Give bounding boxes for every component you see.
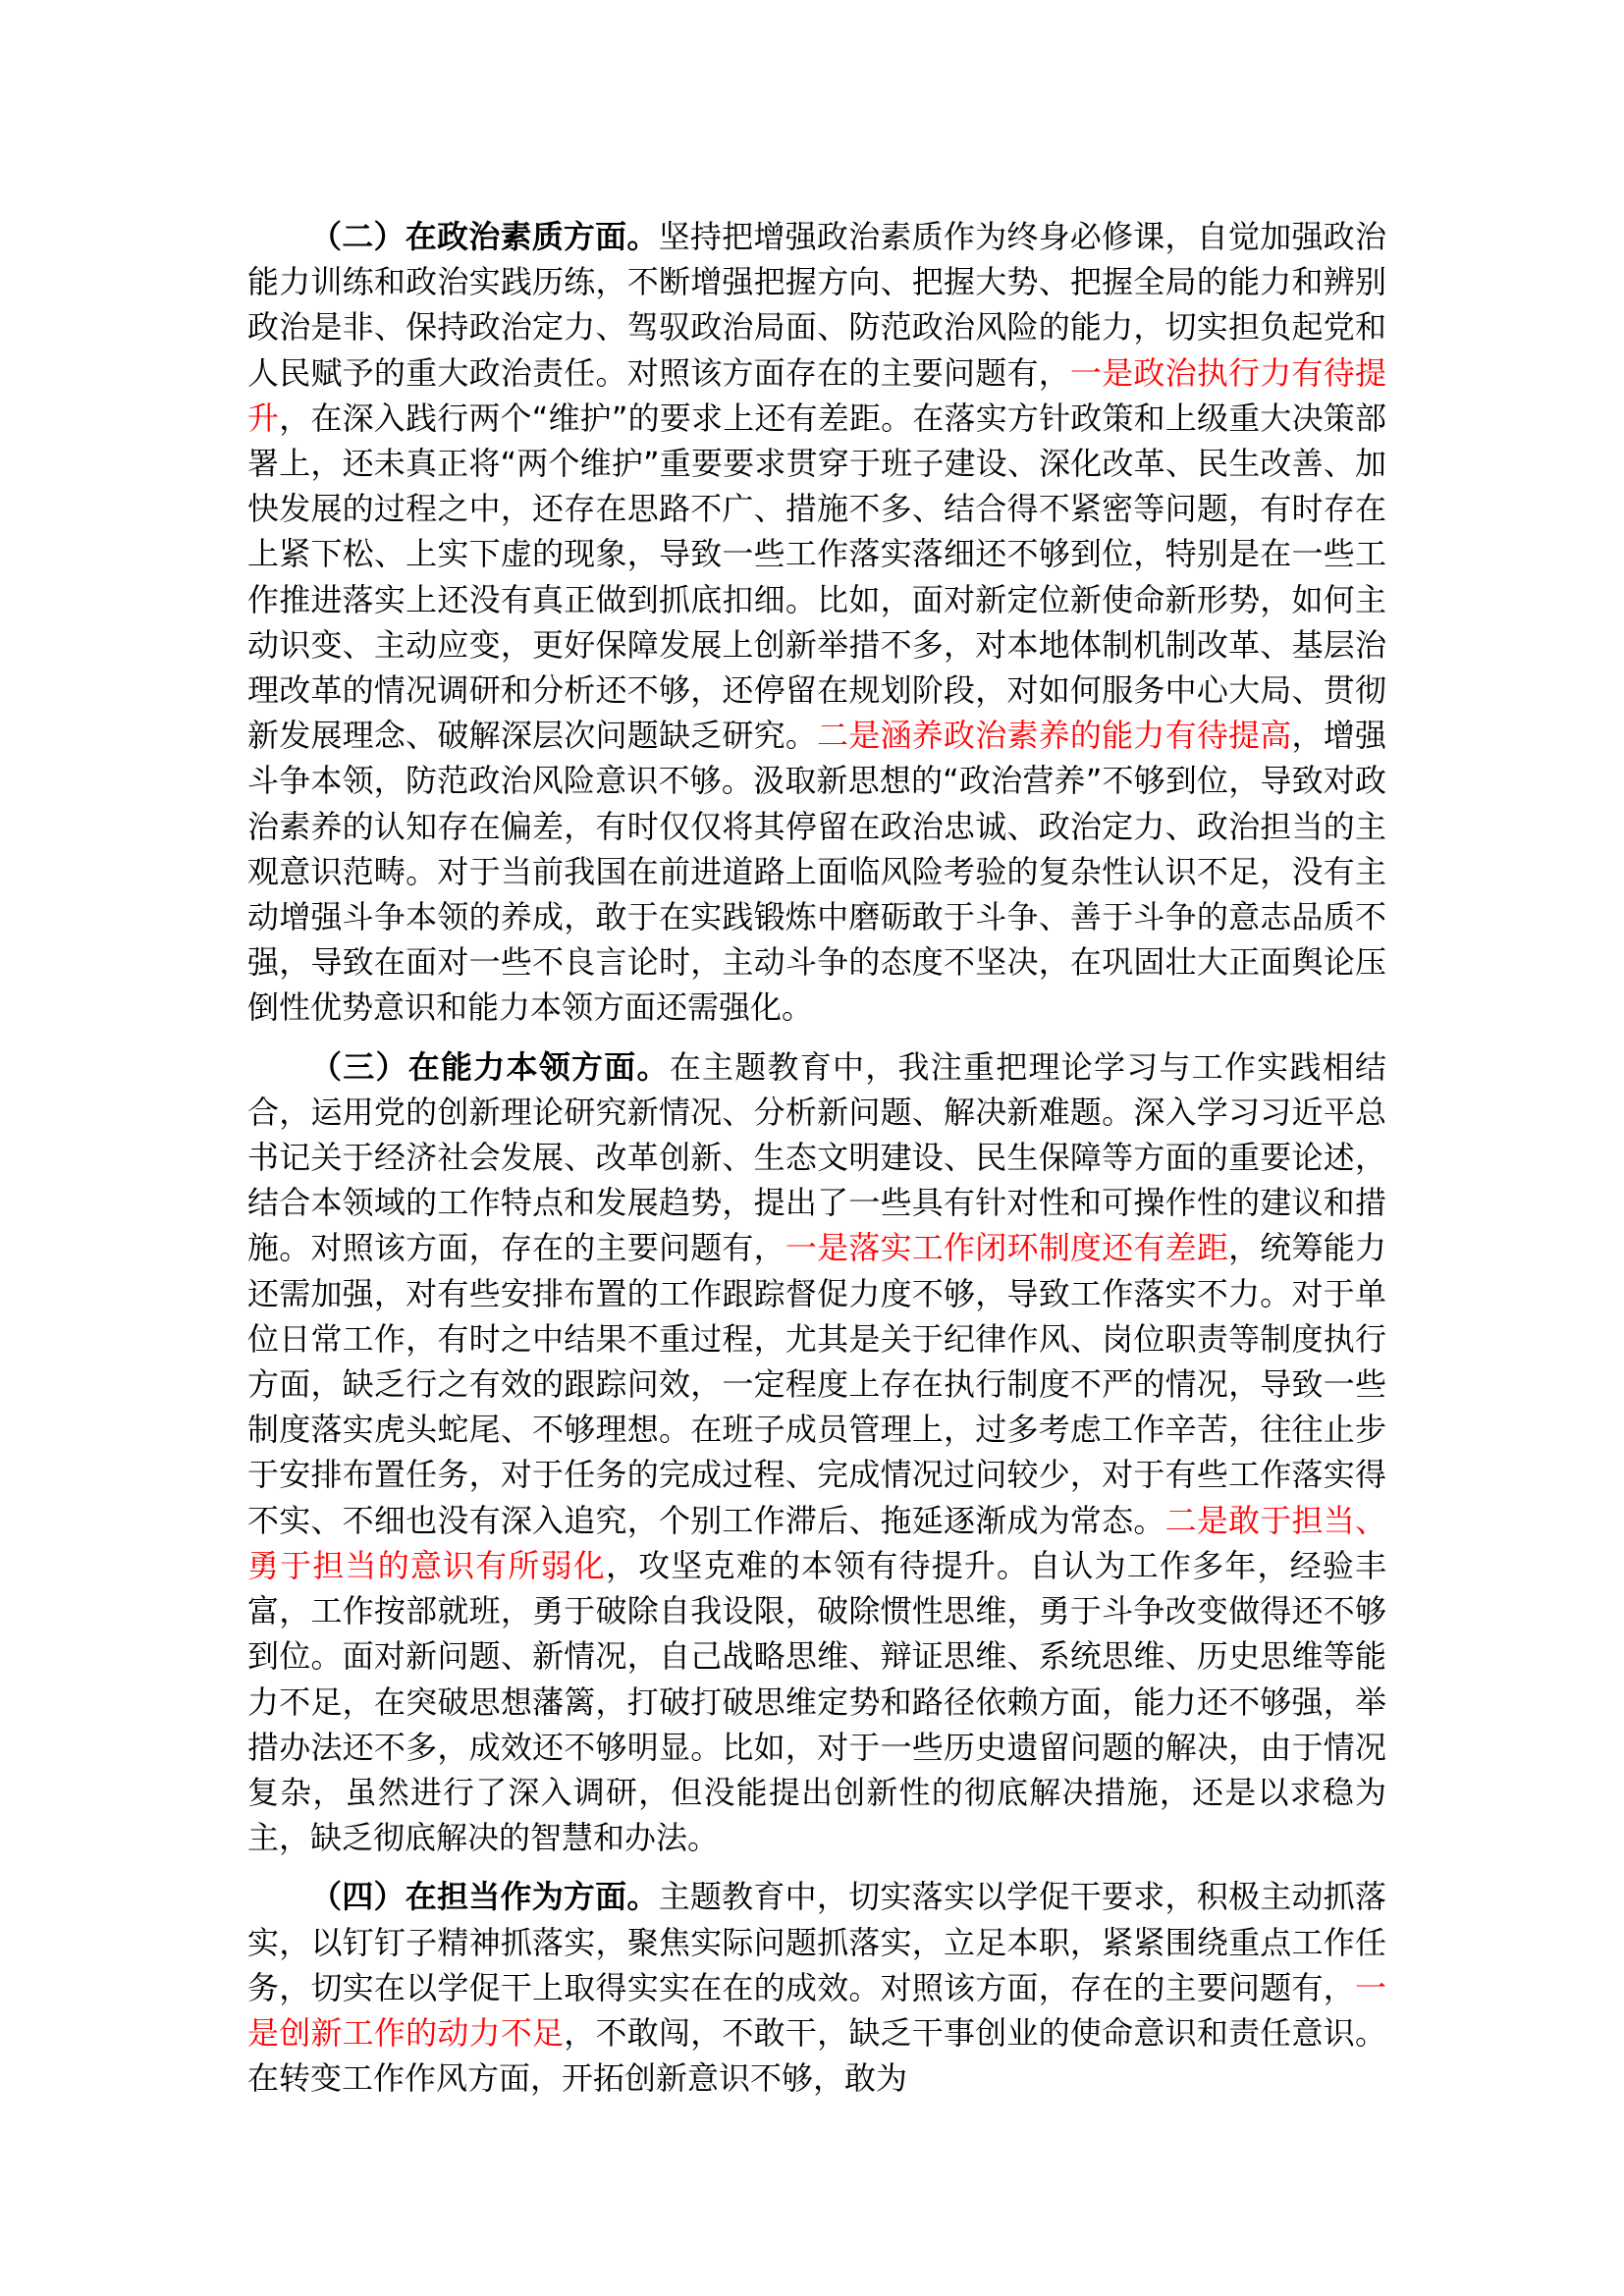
body-text: ，在深入践行两个“维护”的要求上还有差距。在落实方针政策和上级重大决策部署上，还未真正将“两个维护”重要要求贯穿于班子建设、深化改革、民生改善、加快发展的过程之中，还存在思路不广、措施不多、结合得不紧密等问题，有时存在上紧下松、上实下虚的现象，导致一些工作落实落细还不够到位，特别是在一些工作推进落实上还没有真正做到抓底扣细。比如，面对新定位新使命新形势，如何主动识变、主动应变，更好保障发展上创新举措不多，对本地体制机制改革、基层治理改革的情况调研和分析还不够，还停留在规划阶段，对如何服务中心大局、贯彻新发展理念、破解深层次问题缺乏研究。 xyxy=(247,399,1386,755)
body-text: ，统筹能力还需加强，对有些安排布置的工作跟踪督促力度不够，导致工作落实不力。对于单位日常工作，有时之中结果不重过程，尤其是关于纪律作风、岗位职责等制度执行方面，缺乏行之有效的跟踪问效，一定程度上存在执行制度不严的情况，导致一些制度落实虎头蛇尾、不够理想。在班子成员管理上，过多考虑工作辛苦，往往止步于安排布置任务，对于任务的完成过程、完成情况过问较少，对于有些工作落实得不实、不细也没有深入追究，个别工作滞后、拖延逐渐成为常态。 xyxy=(247,1229,1386,1539)
body-text: ，增强斗争本领，防范政治风险意识不够。汲取新思想的“政治营养”不够到位，导致对政治素养的认知存在偏差，有时仅仅将其停留在政治忠诚、政治定力、政治担当的主观意识范畴。对于当前我国在前进道路上面临风险考验的复杂性认识不足，没有主动增强斗争本领的养成，敢于在实践锻炼中磨砺敢于斗争、善于斗争的意志品质不强，导致在面对一些不良言论时，主动斗争的态度不坚决，在巩固壮大正面舆论压倒性优势意识和能力本领方面还需强化。 xyxy=(247,717,1386,1027)
highlighted-problem: 一是政治执行力有待提升 xyxy=(247,353,1386,437)
body-text: 坚持把增强政治素质作为终身必修课，自觉加强政治能力训练和政治实践历练，不断增强把握方向、把握大势、把握全局的能力和辨别政治是非、保持政治定力、驾驭政治局面、防范政治风险的能力，切实担负起党和人民赋予的重大政治责任。对照该方面存在的主要问题有， xyxy=(247,218,1386,392)
paragraph-political-quality xyxy=(247,214,1386,1031)
section-heading: （三）在能力本领方面。 xyxy=(310,1047,670,1086)
body-text: ，不敢闯，不敢干，缺乏干事创业的使命意识和责任意识。在转变工作作风方面，开拓创新意识不够，敢为 xyxy=(247,2013,1386,2098)
body-text: ，攻坚克难的本领有待提升。自认为工作多年，经验丰富，工作按部就班，勇于破除自我设限，破除惯性思维，勇于斗争改变做得还不够到位。面对新问题、新情况，自己战略思维、辩证思维、系统思维、历史思维等能力不足，在突破思想藩篱，打破打破思维定势和路径依赖方面，能力还不够强，举措办法还不多，成效还不够明显。比如，对于一些历史遗留问题的解决，由于情况复杂，虽然进行了深入调研，但没能提出创新性的彻底解决措施，还是以求稳为主，缺乏彻底解决的智慧和办法。 xyxy=(247,1546,1386,1857)
section-heading: （四）在担当作为方面。 xyxy=(310,1878,659,1916)
paragraph-responsibility xyxy=(247,1874,1386,2101)
highlighted-problem: 一是创新工作的动力不足 xyxy=(247,1968,1386,2052)
body-text: 在主题教育中，我注重把理论学习与工作实践相结合，运用党的创新理论研究新情况、分析新问题、解决新难题。深入学习习近平总书记关于经济社会发展、改革创新、生态文明建设、民生保障等方面的重要论述，结合本领域的工作特点和发展趋势，提出了一些具有针对性和可操作性的建议和措施。对照该方面，存在的主要问题有， xyxy=(247,1047,1386,1267)
document-page xyxy=(247,214,1386,2114)
body-text: 主题教育中，切实落实以学促干要求，积极主动抓落实，以钉钉子精神抓落实，聚焦实际问题抓落实，立足本职，紧紧围绕重点工作任务，切实在以学促干上取得实实在在的成效。对照该方面，存在的主要问题有， xyxy=(247,1878,1386,2006)
section-heading: （二）在政治素质方面。 xyxy=(310,218,659,255)
highlighted-problem: 一是落实工作闭环制度还有差距 xyxy=(785,1229,1229,1267)
highlighted-problem: 二是涵养政治素养的能力有待提高 xyxy=(817,717,1292,755)
paragraph-ability xyxy=(247,1044,1386,1861)
highlighted-problem: 二是敢于担当、勇于担当的意识有所弱化 xyxy=(247,1501,1386,1584)
